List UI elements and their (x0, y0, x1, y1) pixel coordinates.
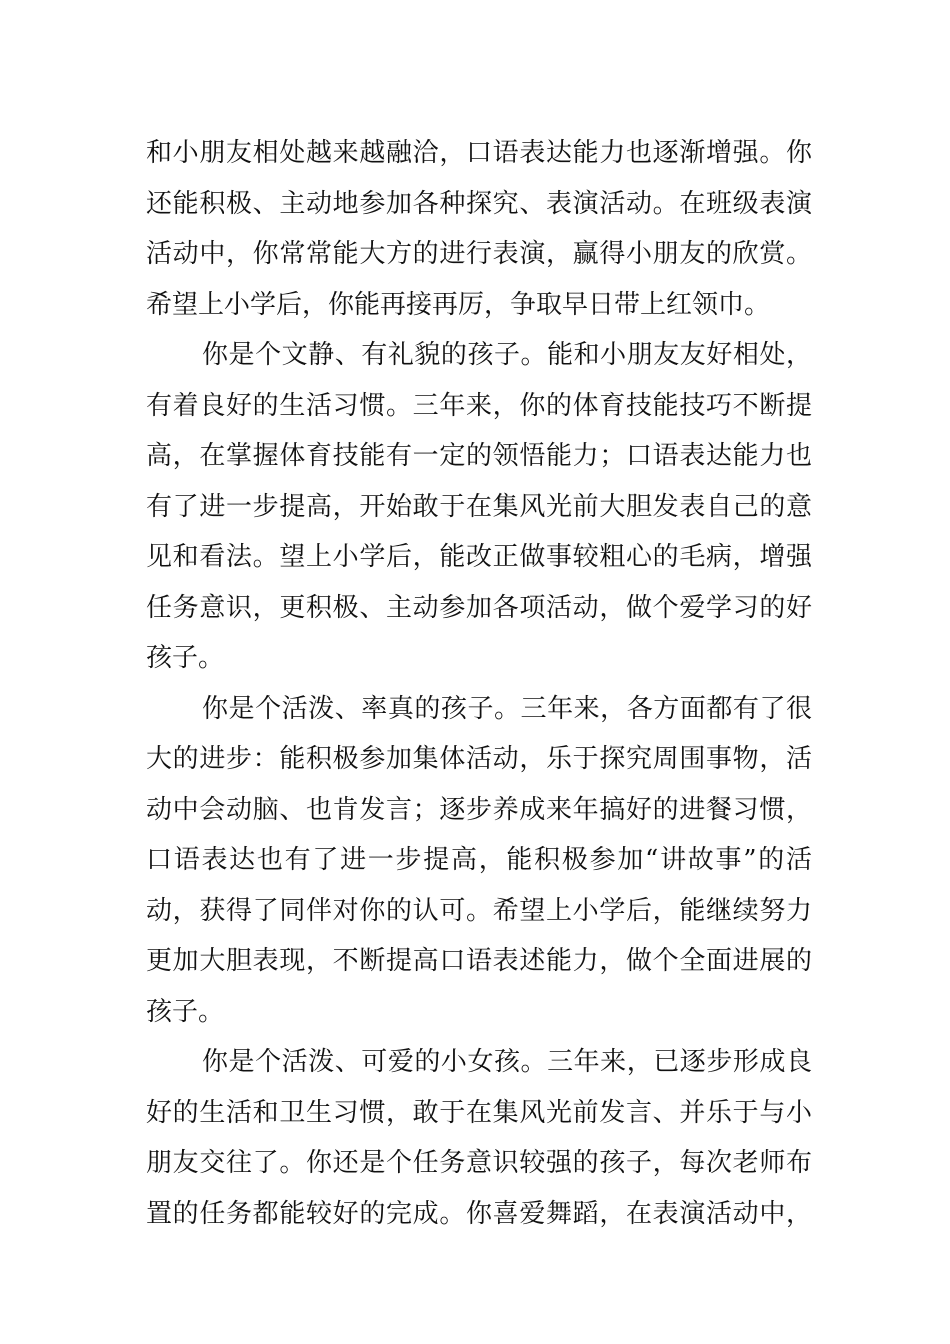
text-line: 口语表达也有了进一步提高，能积极参加“讲故事”的活 (146, 845, 812, 875)
text-line: 你是个活泼、率真的孩子。三年来，各方面都有了很 (202, 693, 812, 724)
text-line: 还能积极、主动地参加各种探究、表演活动。在班级表演 (146, 188, 812, 219)
text-line: 见和看法。望上小学后，能改正做事较粗心的毛病，增强 (146, 542, 812, 572)
text-line: 好的生活和卫生习惯，敢于在集风光前发言、并乐于与小 (146, 1097, 812, 1128)
text-line: 你是个文静、有礼貌的孩子。能和小朋友友好相处， (202, 340, 812, 370)
text-line: 高，在掌握体育技能有一定的领悟能力；口语表达能力也 (146, 441, 812, 471)
text-line: 有着良好的生活习惯。三年来，你的体育技能技巧不断提 (146, 390, 812, 421)
text-line: 动，获得了同伴对你的认可。希望上小学后，能继续努力 (146, 895, 812, 926)
text-line: 更加大胆表现，不断提高口语表述能力，做个全面进展的 (146, 946, 812, 976)
text-line: 希望上小学后，你能再接再厉，争取早日带上红领巾。 (146, 289, 771, 320)
text-line: 任务意识，更积极、主动参加各项活动，做个爱学习的好 (146, 592, 812, 623)
text-line: 朋友交往了。你还是个任务意识较强的孩子，每次老师布 (146, 1148, 812, 1178)
text-line: 孩子。 (146, 643, 225, 673)
text-line: 置的任务都能较好的完成。你喜爱舞蹈，在表演活动中， (146, 1198, 812, 1229)
text-line: 大的进步：能积极参加集体活动，乐于探究周围事物，活 (146, 744, 812, 774)
text-line: 动中会动脑、也肯发言；逐步养成来年搞好的进餐习惯， (146, 794, 812, 825)
text-line: 和小朋友相处越来越融洽，口语表达能力也逐渐增强。你 (146, 138, 812, 168)
body-text (146, 128, 812, 1239)
text-line: 活动中，你常常能大方的进行表演，赢得小朋友的欣赏。 (146, 239, 812, 269)
text-line: 孩子。 (146, 996, 225, 1027)
text-line: 有了进一步提高，开始敢于在集风光前大胆发表自己的意 (146, 491, 812, 522)
text-line: 你是个活泼、可爱的小女孩。三年来，已逐步形成良 (202, 1047, 812, 1077)
